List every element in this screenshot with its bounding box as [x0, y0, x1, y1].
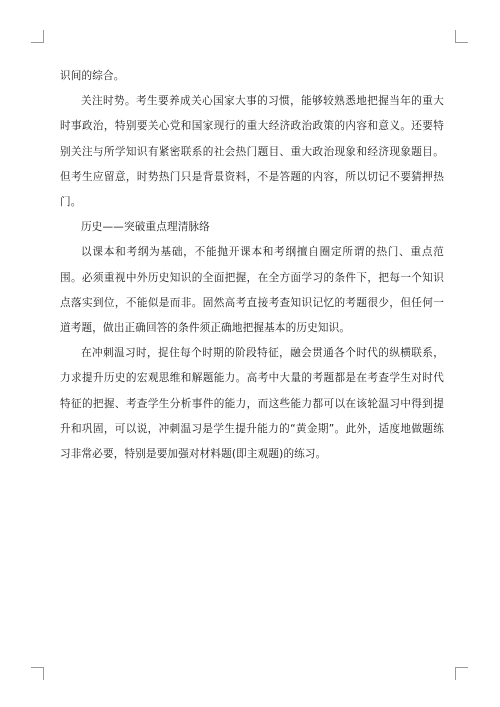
paragraph-current-affairs: 关注时势。考生要养成关心国家大事的习惯，能够较熟悉地把握当年的重大时事政治，特别要关心党和国家现行的重大经济政治政策的内容和意义。还要特别关注与所学知识有紧密联系的社会热门题目、重大政治现象和经济现象题目。但考生应留意，时势热门只是背景资料，不是答题的内容，所以切记不要猜押热门。: [60, 95, 444, 209]
paragraph-continuation: 识间的综合。: [60, 70, 125, 82]
paragraph-textbook-basis: 以课本和考纲为基础，不能抛开课本和考纲擅自圈定所谓的热门、重点范围。必须重视中外历史知识的全面把握，在全方面学习的条件下，把每一个知识点落实到位，不能似是而非。固然高考直接考查知识记忆的考题很少，但任何一道考题，做出正确回答的条件须正确地把握基本的历史知识。: [60, 246, 444, 335]
document-body: [60, 64, 444, 467]
section-heading-history: 历史——突破重点理清脉络: [81, 221, 210, 234]
crop-mark-top-right: [455, 30, 468, 43]
crop-mark-bottom-right: [455, 667, 468, 680]
crop-mark-top-left: [31, 30, 44, 43]
paragraph-sprint-review: 在冲刺温习时，捉住每个时期的阶段特征，融会贯通各个时代的纵横联系，力求提升历史的宏观思维和解题能力。高考中大量的考题都是在考查学生对时代特征的把握、考查学生分析事件的能力，而这些能力都可以在该轮温习中得到提升和巩固，可以说，冲刺温习是学生提升能力的“黄金期”。此外，适度地做题练习非常必要，特别是要加强对材料题(即主观题)的练习。: [60, 347, 444, 461]
crop-mark-bottom-left: [31, 667, 44, 680]
